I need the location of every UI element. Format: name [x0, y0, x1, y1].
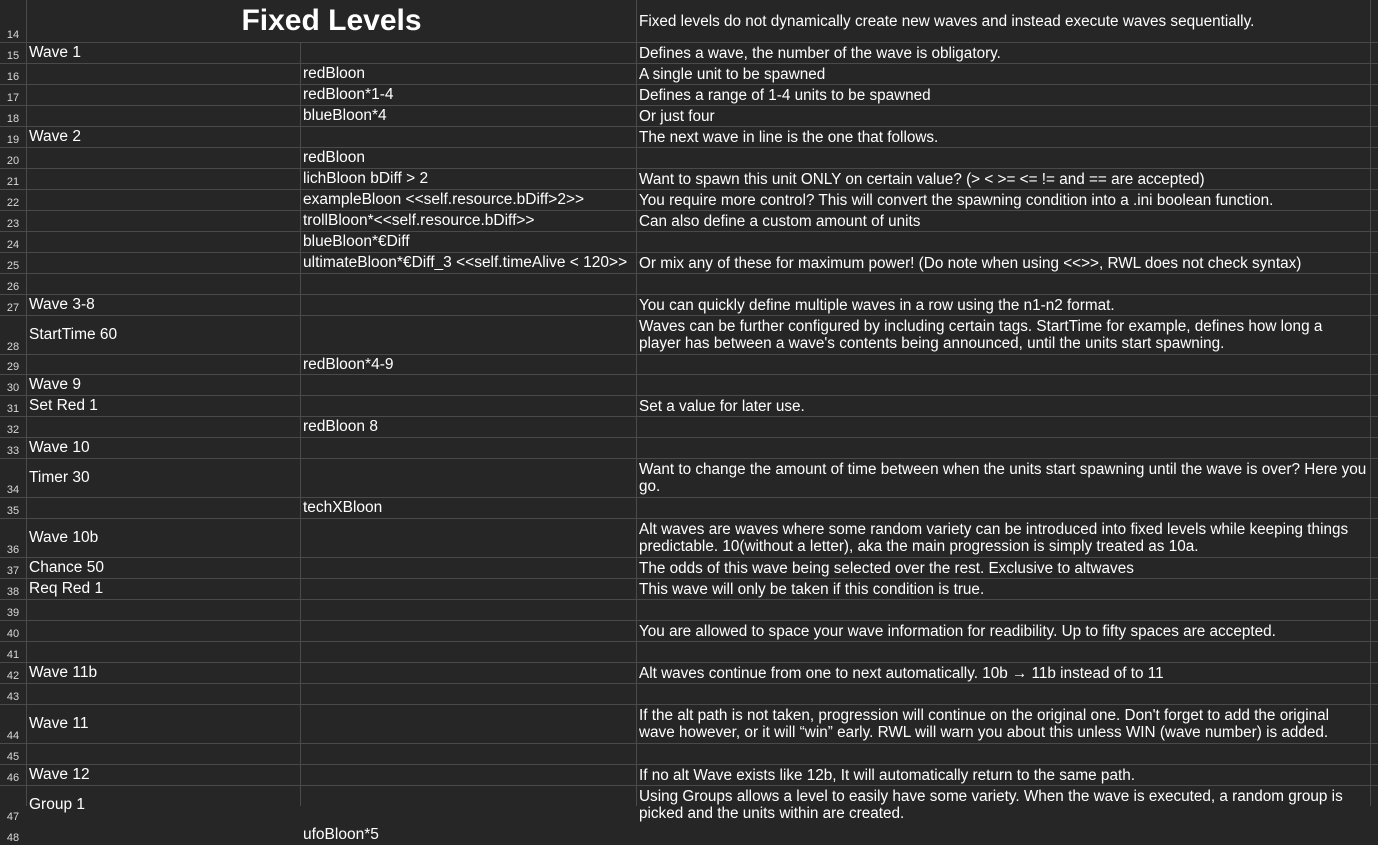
cell-b[interactable]: [301, 396, 636, 416]
cell-a[interactable]: Wave 10: [27, 438, 300, 458]
row-header[interactable]: 29: [0, 355, 26, 374]
cell-b[interactable]: [301, 663, 636, 683]
cell-description[interactable]: Waves can be further configured by including certain tags. StartTime for example, defines how long a player has between a wave's contents being announced, until the units start spawning.: [637, 316, 1370, 354]
cell-description[interactable]: Or mix any of these for maximum power! (Do note when using <<>>, RWL does not check syntax): [637, 253, 1370, 273]
cell-empty[interactable]: [1371, 0, 1378, 42]
cell-a[interactable]: StartTime 60: [27, 316, 300, 354]
cell-b[interactable]: [301, 274, 636, 294]
cell-a[interactable]: [27, 211, 300, 231]
cell-b[interactable]: techXBloon: [301, 498, 636, 518]
cell-description[interactable]: Defines a wave, the number of the wave is obligatory.: [637, 43, 1370, 63]
row-header[interactable]: 47: [0, 786, 26, 824]
cell-b[interactable]: ultimateBloon*€Diff_3 <<self.timeAlive < 120>>: [301, 253, 636, 273]
row-header[interactable]: 32: [0, 417, 26, 437]
cell-description[interactable]: If the alt path is not taken, progression will continue on the original one. Don't forget to add the original wave however, or it will “win” early. RWL will warn you about this unless WIN (wave number) is added.: [637, 705, 1370, 743]
cell-description[interactable]: [637, 148, 1370, 168]
cell-a[interactable]: [27, 744, 300, 764]
cell-empty[interactable]: [1371, 106, 1378, 126]
cell-description[interactable]: [637, 600, 1370, 620]
cell-empty[interactable]: [1371, 621, 1378, 641]
row-header[interactable]: 48: [0, 825, 26, 845]
cell-b[interactable]: redBloon 8: [301, 417, 636, 437]
cell-empty[interactable]: [1371, 85, 1378, 105]
cell-a[interactable]: [27, 169, 300, 189]
cell-a[interactable]: [27, 825, 300, 845]
cell-empty[interactable]: [1371, 127, 1378, 147]
row-header[interactable]: 31: [0, 396, 26, 416]
cell-a[interactable]: Set Red 1: [27, 396, 300, 416]
cell-description[interactable]: Set a value for later use.: [637, 396, 1370, 416]
cell-b[interactable]: [301, 786, 636, 824]
cell-empty[interactable]: [1371, 295, 1378, 315]
row-header[interactable]: 44: [0, 705, 26, 743]
cell-description[interactable]: Alt waves continue from one to next automatically. 10b → 11b instead of to 11: [637, 663, 1370, 683]
cell-empty[interactable]: [1371, 169, 1378, 189]
cell-b[interactable]: exampleBloon <<self.resource.bDiff>2>>: [301, 190, 636, 210]
cell-empty[interactable]: [1371, 417, 1378, 437]
cell-empty[interactable]: [1371, 190, 1378, 210]
cell-a[interactable]: [27, 642, 300, 662]
row-header[interactable]: 28: [0, 316, 26, 354]
cell-b[interactable]: [301, 600, 636, 620]
cell-a[interactable]: Wave 10b: [27, 519, 300, 557]
cell-a[interactable]: [27, 232, 300, 252]
cell-empty[interactable]: [1371, 765, 1378, 785]
cell-empty[interactable]: [1371, 43, 1378, 63]
cell-b[interactable]: [301, 642, 636, 662]
cell-a[interactable]: Wave 9: [27, 375, 300, 395]
row-header[interactable]: 45: [0, 744, 26, 764]
cell-empty[interactable]: [1371, 519, 1378, 557]
row-header[interactable]: 25: [0, 253, 26, 273]
cell-description[interactable]: Or just four: [637, 106, 1370, 126]
cell-description[interactable]: The odds of this wave being selected over the rest. Exclusive to altwaves: [637, 558, 1370, 578]
cell-b[interactable]: [301, 459, 636, 497]
cell-description[interactable]: [637, 438, 1370, 458]
cell-description[interactable]: [637, 417, 1370, 437]
cell-b[interactable]: trollBloon*<<self.resource.bDiff>>: [301, 211, 636, 231]
cell-a[interactable]: [27, 106, 300, 126]
cell-description[interactable]: [637, 825, 1370, 845]
cell-b[interactable]: redBloon: [301, 148, 636, 168]
row-header[interactable]: 21: [0, 169, 26, 189]
row-header[interactable]: 34: [0, 459, 26, 497]
cell-description[interactable]: Fixed levels do not dynamically create new waves and instead execute waves sequentially.: [637, 0, 1370, 42]
row-header[interactable]: 33: [0, 438, 26, 458]
row-header[interactable]: 37: [0, 558, 26, 578]
cell-a[interactable]: Wave 11b: [27, 663, 300, 683]
row-header[interactable]: 42: [0, 663, 26, 683]
cell-a[interactable]: [27, 498, 300, 518]
cell-description[interactable]: [637, 642, 1370, 662]
cell-a[interactable]: [27, 253, 300, 273]
sheet-title[interactable]: Fixed Levels: [27, 0, 636, 42]
cell-empty[interactable]: [1371, 600, 1378, 620]
cell-empty[interactable]: [1371, 396, 1378, 416]
cell-b[interactable]: [301, 375, 636, 395]
cell-description[interactable]: Can also define a custom amount of units: [637, 211, 1370, 231]
cell-empty[interactable]: [1371, 579, 1378, 599]
cell-a[interactable]: Wave 12: [27, 765, 300, 785]
cell-b[interactable]: [301, 684, 636, 704]
row-header[interactable]: 15: [0, 43, 26, 63]
cell-b[interactable]: [301, 705, 636, 743]
cell-description[interactable]: Defines a range of 1-4 units to be spawned: [637, 85, 1370, 105]
cell-b[interactable]: [301, 438, 636, 458]
row-header[interactable]: 19: [0, 127, 26, 147]
cell-a[interactable]: [27, 64, 300, 84]
cell-description[interactable]: [637, 744, 1370, 764]
cell-a[interactable]: [27, 600, 300, 620]
cell-empty[interactable]: [1371, 355, 1378, 374]
cell-empty[interactable]: [1371, 744, 1378, 764]
cell-empty[interactable]: [1371, 558, 1378, 578]
cell-b[interactable]: blueBloon*€Diff: [301, 232, 636, 252]
cell-b[interactable]: [301, 558, 636, 578]
cell-b[interactable]: [301, 316, 636, 354]
row-header[interactable]: 22: [0, 190, 26, 210]
cell-b[interactable]: redBloon*4-9: [301, 355, 636, 374]
cell-empty[interactable]: [1371, 459, 1378, 497]
cell-empty[interactable]: [1371, 64, 1378, 84]
cell-empty[interactable]: [1371, 438, 1378, 458]
cell-description[interactable]: You require more control? This will convert the spawning condition into a .ini boolean function.: [637, 190, 1370, 210]
row-header[interactable]: 17: [0, 85, 26, 105]
cell-empty[interactable]: [1371, 498, 1378, 518]
cell-empty[interactable]: [1371, 684, 1378, 704]
cell-b[interactable]: [301, 519, 636, 557]
cell-empty[interactable]: [1371, 253, 1378, 273]
row-header[interactable]: 46: [0, 765, 26, 785]
cell-a[interactable]: Wave 1: [27, 43, 300, 63]
cell-empty[interactable]: [1371, 786, 1378, 824]
cell-a[interactable]: Wave 2: [27, 127, 300, 147]
row-header[interactable]: 43: [0, 684, 26, 704]
row-header[interactable]: 41: [0, 642, 26, 662]
cell-b[interactable]: [301, 127, 636, 147]
row-header[interactable]: 14: [0, 0, 26, 42]
cell-description[interactable]: [637, 498, 1370, 518]
cell-b[interactable]: blueBloon*4: [301, 106, 636, 126]
row-header[interactable]: 40: [0, 621, 26, 641]
cell-description[interactable]: [637, 375, 1370, 395]
cell-description[interactable]: Want to change the amount of time between when the units start spawning until the wave is over? Here you go.: [637, 459, 1370, 497]
cell-b[interactable]: redBloon: [301, 64, 636, 84]
row-header[interactable]: 16: [0, 64, 26, 84]
cell-description[interactable]: Want to spawn this unit ONLY on certain value? (> < >= <= != and == are accepted): [637, 169, 1370, 189]
cell-b[interactable]: [301, 579, 636, 599]
cell-description[interactable]: [637, 232, 1370, 252]
cell-a[interactable]: [27, 190, 300, 210]
cell-a[interactable]: Wave 3-8: [27, 295, 300, 315]
cell-description[interactable]: You are allowed to space your wave information for readibility. Up to fifty spaces are accepted.: [637, 621, 1370, 641]
cell-description[interactable]: [637, 274, 1370, 294]
cell-a[interactable]: Timer 30: [27, 459, 300, 497]
row-header[interactable]: 39: [0, 600, 26, 620]
cell-a[interactable]: [27, 274, 300, 294]
row-header[interactable]: 24: [0, 232, 26, 252]
cell-empty[interactable]: [1371, 274, 1378, 294]
cell-a[interactable]: [27, 355, 300, 374]
row-header[interactable]: 18: [0, 106, 26, 126]
row-header[interactable]: 27: [0, 295, 26, 315]
cell-empty[interactable]: [1371, 375, 1378, 395]
cell-a[interactable]: [27, 148, 300, 168]
row-header[interactable]: 23: [0, 211, 26, 231]
cell-description[interactable]: This wave will only be taken if this condition is true.: [637, 579, 1370, 599]
row-header[interactable]: 20: [0, 148, 26, 168]
cell-a[interactable]: Wave 11: [27, 705, 300, 743]
cell-description[interactable]: [637, 355, 1370, 374]
cell-empty[interactable]: [1371, 642, 1378, 662]
row-header[interactable]: 30: [0, 375, 26, 395]
cell-b[interactable]: redBloon*1-4: [301, 85, 636, 105]
cell-empty[interactable]: [1371, 705, 1378, 743]
row-header[interactable]: 36: [0, 519, 26, 557]
cell-empty[interactable]: [1371, 316, 1378, 354]
cell-description[interactable]: If no alt Wave exists like 12b, It will automatically return to the same path.: [637, 765, 1370, 785]
cell-empty[interactable]: [1371, 232, 1378, 252]
cell-empty[interactable]: [1371, 211, 1378, 231]
cell-description[interactable]: The next wave in line is the one that follows.: [637, 127, 1370, 147]
cell-description[interactable]: You can quickly define multiple waves in a row using the n1-n2 format.: [637, 295, 1370, 315]
cell-b[interactable]: [301, 765, 636, 785]
cell-empty[interactable]: [1371, 148, 1378, 168]
row-header[interactable]: 38: [0, 579, 26, 599]
row-header[interactable]: 26: [0, 274, 26, 294]
row-header[interactable]: 35: [0, 498, 26, 518]
cell-b[interactable]: [301, 621, 636, 641]
cell-b[interactable]: [301, 744, 636, 764]
cell-description[interactable]: Alt waves are waves where some random variety can be introduced into fixed levels while keeping things predictable. 10(without a letter), aka the main progression is simply treated as 10a.: [637, 519, 1370, 557]
cell-description[interactable]: Using Groups allows a level to easily have some variety. When the wave is executed, a random group is picked and the units within are created.: [637, 786, 1370, 824]
cell-empty[interactable]: [1371, 825, 1378, 845]
cell-a[interactable]: [27, 684, 300, 704]
cell-a[interactable]: Req Red 1: [27, 579, 300, 599]
cell-a[interactable]: Chance 50: [27, 558, 300, 578]
cell-empty[interactable]: [1371, 663, 1378, 683]
cell-b[interactable]: lichBloon bDiff > 2: [301, 169, 636, 189]
cell-a[interactable]: [27, 621, 300, 641]
cell-b[interactable]: ufoBloon*5: [301, 825, 636, 845]
cell-description[interactable]: [637, 684, 1370, 704]
cell-description[interactable]: A single unit to be spawned: [637, 64, 1370, 84]
cell-a[interactable]: [27, 85, 300, 105]
cell-b[interactable]: [301, 295, 636, 315]
cell-a[interactable]: [27, 417, 300, 437]
cell-b[interactable]: [301, 43, 636, 63]
cell-a[interactable]: Group 1: [27, 786, 300, 824]
